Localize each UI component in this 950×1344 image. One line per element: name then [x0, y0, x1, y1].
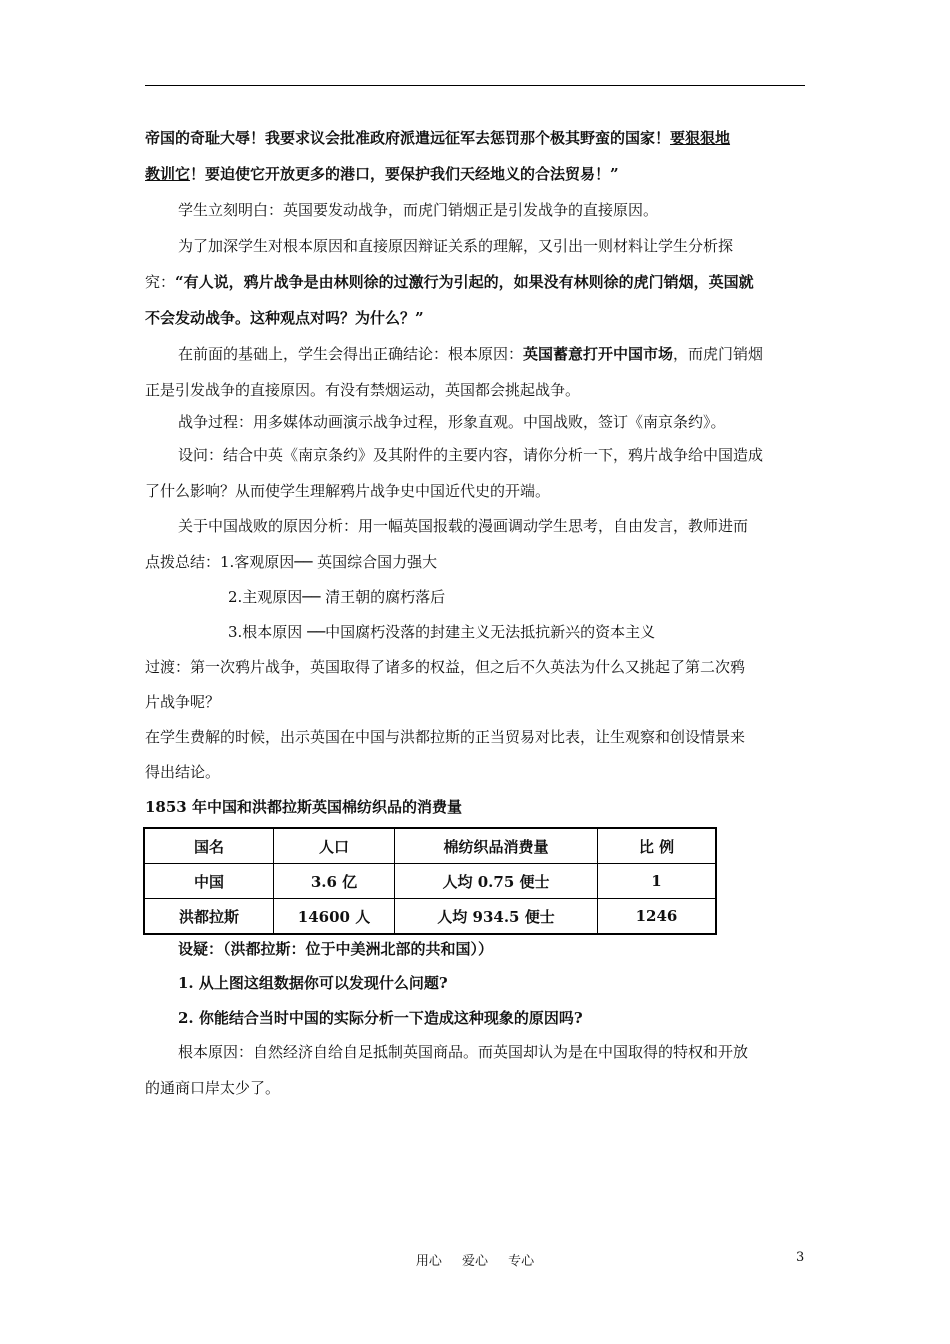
- paragraph-line: 设问：结合中英《南京条约》及其附件的主要内容，请你分析一下，鸦片战争给中国造成: [178, 446, 764, 464]
- paragraph-line: 在学生费解的时候，出示英国在中国与洪都拉斯的正当贸易对比表，让生观察和创设情景来: [145, 728, 746, 746]
- paragraph-line: 不会发动战争。这种观点对吗？为什么？”: [145, 309, 424, 327]
- table-row: [144, 864, 716, 899]
- paragraph-line: 的通商口岸太少了。: [145, 1079, 281, 1097]
- paragraph-line: [145, 128, 810, 148]
- paragraph-line: 根本原因：自然经济自给自足抵制英国商品。而英国却认为是在中国取得的特权和开放: [178, 1043, 749, 1061]
- footer-text: 用心 爱心 专心: [415, 1254, 535, 1269]
- bold-text: 帝国的奇耻大辱！我要求议会批准政府派遣远征军去惩罚那个极其野蛮的国家！: [145, 129, 671, 147]
- paragraph-line: [178, 344, 843, 364]
- plain-text: 在前面的基础上，学生会得出正确结论：根本原因：: [178, 345, 524, 363]
- table-header-row: [144, 828, 716, 864]
- table-cell: 中国: [144, 864, 274, 899]
- table-cell: 1246: [598, 899, 717, 935]
- question-2: 2. 你能结合当时中国的实际分析一下造成这种现象的原因吗?: [178, 1009, 583, 1027]
- paragraph-line: 学生立刻明白：英国要发动战争，而虎门销烟正是引发战争的直接原因。: [178, 201, 659, 219]
- paragraph-line: 了什么影响？从而使学生理解鸦片战争史中国近代史的开端。: [145, 482, 551, 500]
- bold-text: “有人说，鸦片战争是由林则徐的过激行为引起的，如果没有林则徐的虎门销烟，英国就: [175, 273, 754, 291]
- paragraph-line: [145, 164, 810, 184]
- plain-text: 究：: [145, 273, 176, 291]
- paragraph-line: 正是引发战争的直接原因。有没有禁烟运动，英国都会挑起战争。: [145, 381, 581, 399]
- table-header-cell: 人口: [274, 828, 395, 864]
- table-cell: 人均 934.5 便士: [395, 899, 598, 935]
- paragraph-line: 战争过程：用多媒体动画演示战争过程，形象直观。中国战败，签订《南京条约》。: [178, 413, 726, 431]
- table-title: 1853 年中国和洪都拉斯英国棉纺织品的消费量: [145, 798, 462, 816]
- table-cell: 人均 0.75 便士: [395, 864, 598, 899]
- paragraph-line: 2.主观原因── 清王朝的腐朽落后: [228, 588, 446, 606]
- paragraph-line: 得出结论。: [145, 763, 221, 781]
- page-number: 3: [796, 1250, 805, 1265]
- paragraph-line: 3.根本原因 ──中国腐朽没落的封建主义无法抵抗新兴的资本主义: [228, 623, 656, 641]
- table-cell: 3.6 亿: [274, 864, 395, 899]
- header-rule: [145, 85, 805, 86]
- table-header-cell: 国名: [144, 828, 274, 864]
- underlined-text: 教训它: [145, 165, 191, 183]
- paragraph-line: 为了加深学生对根本原因和直接原因辩证关系的理解，又引出一则材料让学生分析探: [178, 237, 734, 255]
- paragraph-line: 点拨总结：1.客观原因── 英国综合国力强大: [145, 553, 438, 571]
- plain-text: ，而虎门销烟: [673, 345, 764, 363]
- table-cell: 14600 人: [274, 899, 395, 935]
- paragraph-line: 关于中国战败的原因分析：用一幅英国报载的漫画调动学生思考，自由发言，教师进而: [178, 517, 749, 535]
- table-cell: 洪都拉斯: [144, 899, 274, 935]
- consumption-table: [143, 827, 717, 935]
- bold-text: ！要迫使它开放更多的港口，要保护我们天经地义的合法贸易！”: [190, 165, 619, 183]
- question-intro: 设疑：（洪都拉斯：位于中美洲北部的共和国））: [178, 940, 494, 958]
- table-row: [144, 899, 716, 935]
- table-cell: 1: [598, 864, 717, 899]
- bold-text: 英国蓄意打开中国市场: [523, 345, 674, 363]
- paragraph-line: [145, 272, 810, 292]
- table-header-cell: 比 例: [598, 828, 717, 864]
- question-1: 1. 从上图这组数据你可以发现什么问题?: [178, 974, 448, 992]
- underlined-text: 要狠狠地: [670, 129, 731, 147]
- paragraph-line: 片战争呢？: [145, 693, 221, 711]
- table-header-cell: 棉纺织品消费量: [395, 828, 598, 864]
- paragraph-line: 过渡：第一次鸦片战争，英国取得了诸多的权益，但之后不久英法为什么又挑起了第二次鸦: [145, 658, 746, 676]
